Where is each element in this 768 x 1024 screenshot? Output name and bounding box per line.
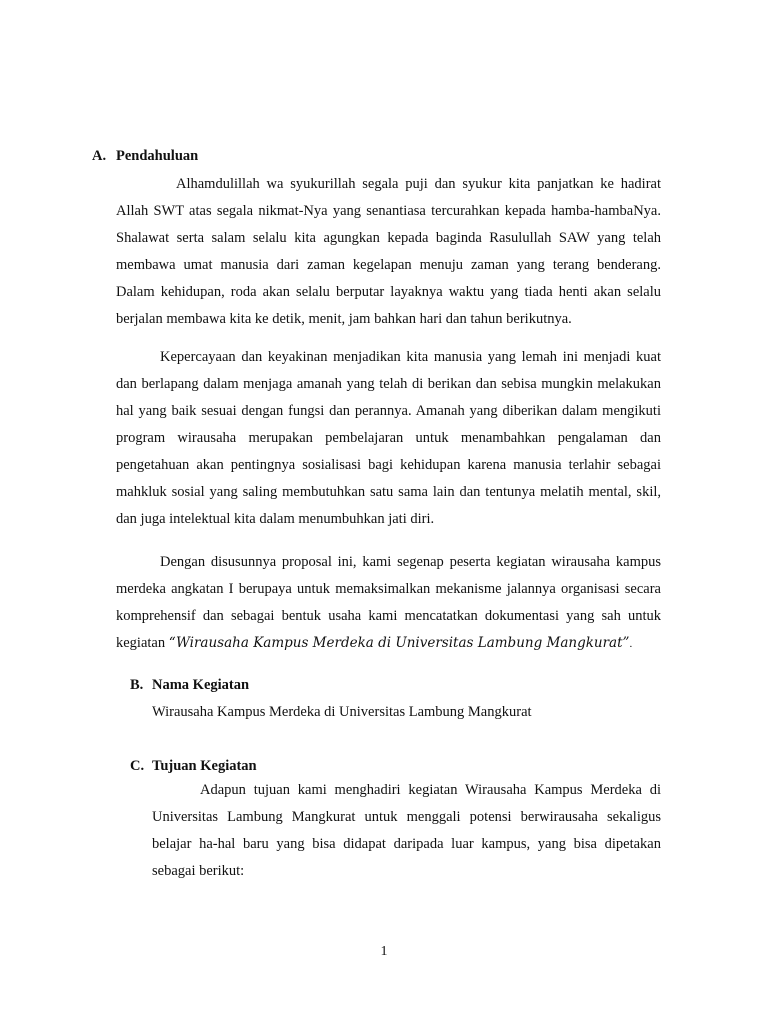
intro-paragraph-3 [116, 549, 661, 657]
paragraph-line: mahkluk sosial yang saling membutuhkan satu sama lain dan tentunya melatih mental, skil, [116, 484, 661, 500]
section-b-heading [130, 676, 249, 694]
paragraph-line: Dengan disusunnya proposal ini, kami segenap peserta kegiatan wirausaha kampus [160, 554, 661, 570]
section-a-title: Pendahuluan [116, 148, 199, 164]
paragraph-line: Allah SWT atas segala nikmat-Nya yang senantiasa tercurahkan kepada hamba-hambaNya. [116, 203, 661, 219]
intro-paragraph-2 [116, 344, 661, 533]
paragraph-prefix: kegiatan [116, 635, 169, 651]
paragraph-line: dan berlapang dalam menjaga amanah yang telah di berikan dan sebisa mungkin melakukan [116, 376, 661, 392]
section-c-heading [130, 757, 257, 775]
paragraph-line: Alhamdulillah wa syukurillah segala puji dan syukur kita panjatkan ke hadirat [176, 176, 661, 192]
paragraph-line: merdeka angkatan I berupaya untuk memaksimalkan mekanisme jalannya organisasi secara [116, 581, 661, 597]
paragraph-line: sebagai berikut: [152, 863, 245, 879]
paragraph-line: Universitas Lambung Mangkurat untuk menggali potensi berwirausaha sekaligus [152, 809, 661, 825]
section-c-paragraph [152, 777, 661, 885]
section-b-title: Nama Kegiatan [152, 677, 250, 693]
paragraph-line: dan juga intelektual kita dalam menumbuhkan jati diri. [116, 511, 435, 527]
paragraph-last-line [116, 630, 661, 657]
paragraph-line: hal yang baik sesuai dengan fungsi dan perannya. Amanah yang diberikan dalam mengikuti [116, 403, 661, 419]
section-c-title: Tujuan Kegiatan [152, 758, 257, 774]
section-c-label: C. [130, 758, 145, 774]
paragraph-end: . [629, 638, 633, 650]
section-b-content: Wirausaha Kampus Merdeka di Universitas Lambung Mangkurat [152, 704, 532, 720]
paragraph-line: Kepercayaan dan keyakinan menjadikan kita manusia yang lemah ini menjadi kuat [160, 349, 661, 365]
page-number: 1 [380, 944, 388, 959]
paragraph-line: membawa umat manusia dari zaman kegelapan menuju zaman yang terang benderang. [116, 257, 661, 273]
paragraph-line: Adapun tujuan kami menghadiri kegiatan Wirausaha Kampus Merdeka di [200, 782, 661, 798]
paragraph-line: belajar ha-hal baru yang bisa didapat daripada luar kampus, yang bisa dipetakan [152, 836, 661, 852]
paragraph-line: Dalam kehidupan, roda akan selalu berputar layaknya waktu yang tiada henti akan selalu [116, 284, 661, 300]
paragraph-line: pengetahuan akan pentingnya sosialisasi bagi kehidupan karena manusia terlahir sebagai [116, 457, 661, 473]
section-a-heading [92, 147, 198, 165]
activity-quote: “Wirausaha Kampus Merdeka di Universitas Lambung Mangkurat” [168, 635, 630, 651]
section-a-label: A. [92, 148, 107, 164]
paragraph-line: komprehensif dan sebagai bentuk usaha kami mencatatkan dokumentasi yang sah untuk [116, 608, 661, 624]
intro-paragraph-1 [116, 171, 661, 333]
paragraph-line: berjalan membawa kita ke detik, menit, jam bahkan hari dan tahun berikutnya. [116, 311, 572, 327]
paragraph-line: program wirausaha merupakan pembelajaran untuk menambahkan pengalaman dan [116, 430, 661, 446]
section-b-label: B. [130, 677, 144, 693]
paragraph-line: Shalawat serta salam selalu kita agungkan kepada baginda Rasulullah SAW yang telah [116, 230, 661, 246]
